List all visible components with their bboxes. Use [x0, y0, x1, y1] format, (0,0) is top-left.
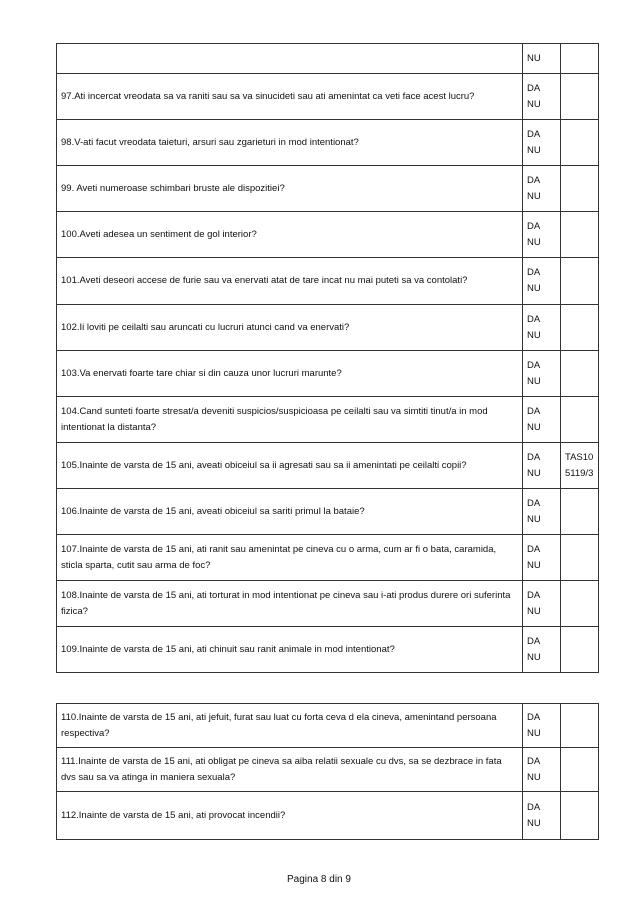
- answer-option-nu[interactable]: NU: [527, 605, 541, 617]
- question-cell: 106.Inainte de varsta de 15 ani, aveati obiceiul sa sariti primul la bataie?: [57, 489, 523, 535]
- answer-option-nu[interactable]: NU: [527, 771, 541, 783]
- answer-cell[interactable]: [523, 212, 561, 258]
- code-cell: [561, 305, 599, 351]
- answer-cell[interactable]: [523, 305, 561, 351]
- answer-cell[interactable]: [523, 535, 561, 581]
- table-row: [57, 258, 599, 305]
- question-cell: 97.Ati incercat vreodata sa va raniti sau sa va sinucideti sau ati amenintat ca veti face acest lucru?: [57, 74, 523, 120]
- answer-option-da[interactable]: DA: [527, 359, 541, 371]
- answer-cell[interactable]: [523, 704, 561, 748]
- code-cell: [561, 535, 599, 581]
- code-cell: [561, 212, 599, 258]
- answer-option-da[interactable]: DA: [527, 267, 541, 278]
- answer-option-da[interactable]: DA: [527, 451, 541, 463]
- table-row: [57, 792, 599, 840]
- table-row: [57, 748, 599, 792]
- answer-option-nu[interactable]: NU: [527, 144, 541, 156]
- answer-option-da[interactable]: DA: [527, 589, 541, 601]
- question-cell: 98.V-ati facut vreodata taieturi, arsuri sau zgarieturi in mod intentionat?: [57, 120, 523, 166]
- answer-option-da[interactable]: DA: [527, 174, 541, 186]
- answer-option-nu[interactable]: NU: [527, 559, 541, 571]
- question-cell: 111.Inainte de varsta de 15 ani, ati obligat pe cineva sa aiba relatii sexuale cu dvs, sa se dezbrace in fata dvs sau sa va atinga in maniera sexuala?: [57, 748, 523, 792]
- answer-option-da[interactable]: DA: [527, 635, 541, 647]
- answer-option-nu[interactable]: NU: [527, 190, 541, 202]
- table-row: [57, 704, 599, 748]
- answer-option-da[interactable]: DA: [527, 801, 541, 813]
- answer-option-nu[interactable]: NU: [527, 52, 541, 64]
- table-row: [57, 212, 599, 258]
- answer-cell[interactable]: [523, 120, 561, 166]
- table-row: [57, 535, 599, 581]
- answer-option-nu[interactable]: NU: [527, 283, 541, 294]
- question-cell: 104.Cand sunteti foarte stresat/a deveniti suspicios/suspicioasa pe ceilalti sau va simtiti tinut/a in mod intentionat la distanta?: [57, 397, 523, 443]
- answer-option-da[interactable]: DA: [527, 313, 541, 325]
- table-row: [57, 44, 599, 74]
- questionnaire-table-1: [56, 43, 599, 673]
- answer-option-nu[interactable]: NU: [527, 467, 541, 479]
- answer-cell[interactable]: [523, 581, 561, 627]
- question-cell: 112.Inainte de varsta de 15 ani, ati provocat incendii?: [57, 792, 523, 840]
- code-cell: [561, 351, 599, 397]
- question-cell: 100.Aveti adesea un sentiment de gol interior?: [57, 212, 523, 258]
- answer-cell[interactable]: [523, 748, 561, 792]
- answer-option-da[interactable]: DA: [527, 128, 541, 140]
- answer-option-da[interactable]: DA: [527, 497, 541, 509]
- question-cell: [57, 44, 523, 74]
- code-cell: [561, 748, 599, 792]
- question-cell: 99. Aveti numeroase schimbari bruste ale dispozitiei?: [57, 166, 523, 212]
- question-cell: 103.Va enervati foarte tare chiar si din cauza unor lucruri marunte?: [57, 351, 523, 397]
- answer-cell[interactable]: [523, 44, 561, 74]
- answer-option-nu[interactable]: NU: [527, 375, 541, 387]
- answer-option-nu[interactable]: NU: [527, 329, 541, 341]
- code-cell: [561, 489, 599, 535]
- answer-option-da[interactable]: DA: [527, 82, 541, 94]
- table-row: [57, 74, 599, 120]
- code-cell: [561, 258, 599, 305]
- answer-option-nu[interactable]: NU: [527, 651, 541, 663]
- answer-cell[interactable]: [523, 166, 561, 212]
- answer-option-nu[interactable]: NU: [527, 817, 541, 829]
- answer-cell[interactable]: [523, 627, 561, 673]
- answer-cell[interactable]: [523, 443, 561, 489]
- page-number-footer: Pagina 8 din 9: [287, 874, 351, 885]
- answer-cell[interactable]: [523, 258, 561, 305]
- answer-option-da[interactable]: DA: [527, 405, 541, 417]
- question-cell: 108.Inainte de varsta de 15 ani, ati torturat in mod intentionat pe cineva sau i-ati produs durere ori suferinta fizica?: [57, 581, 523, 627]
- answer-cell[interactable]: [523, 74, 561, 120]
- answer-cell[interactable]: [523, 489, 561, 535]
- table-row: [57, 397, 599, 443]
- table-row: [57, 120, 599, 166]
- code-cell: [561, 704, 599, 748]
- table-row: [57, 443, 599, 489]
- question-cell: 107.Inainte de varsta de 15 ani, ati ranit sau amenintat pe cineva cu o arma, cum ar fi o bata, caramida, sticla sparta, cutit sau arma de foc?: [57, 535, 523, 581]
- answer-option-da[interactable]: DA: [527, 220, 541, 232]
- answer-option-nu[interactable]: NU: [527, 98, 541, 110]
- answer-option-da[interactable]: DA: [527, 543, 541, 555]
- answer-cell[interactable]: [523, 792, 561, 840]
- code-cell: [561, 74, 599, 120]
- question-cell: 110.Inainte de varsta de 15 ani, ati jefuit, furat sau luat cu forta ceva d ela cineva, amenintand persoana respectiva?: [57, 704, 523, 748]
- question-cell: 101.Aveti deseori accese de furie sau va enervati atat de tare incat nu mai puteti sa va contolati?: [57, 258, 523, 305]
- question-cell: 105.Inainte de varsta de 15 ani, aveati obiceiul sa ii agresati sau sa ii amenintati pe ceilalti copii?: [57, 443, 523, 489]
- code-cell: [561, 166, 599, 212]
- answer-option-nu[interactable]: NU: [527, 421, 541, 433]
- code-cell: [561, 581, 599, 627]
- table-row: [57, 305, 599, 351]
- question-cell: 102.Ii loviti pe ceilalti sau aruncati cu lucruri atunci cand va enervati?: [57, 305, 523, 351]
- answer-option-da[interactable]: DA: [527, 755, 541, 767]
- code-cell: TAS10 5119/3: [561, 443, 599, 489]
- answer-option-da[interactable]: DA: [527, 711, 541, 723]
- questionnaire-table-2: [56, 703, 599, 840]
- answer-option-nu[interactable]: NU: [527, 236, 541, 248]
- code-cell: [561, 120, 599, 166]
- code-cell: [561, 44, 599, 74]
- code-cell: [561, 792, 599, 840]
- answer-cell[interactable]: [523, 351, 561, 397]
- table-row: [57, 581, 599, 627]
- code-cell: [561, 397, 599, 443]
- table-row: [57, 627, 599, 673]
- code-cell: [561, 627, 599, 673]
- answer-cell[interactable]: [523, 397, 561, 443]
- answer-option-nu[interactable]: NU: [527, 727, 541, 739]
- question-cell: 109.Inainte de varsta de 15 ani, ati chinuit sau ranit animale in mod intentionat?: [57, 627, 523, 673]
- answer-option-nu[interactable]: NU: [527, 513, 541, 525]
- table-row: [57, 489, 599, 535]
- table-row: [57, 351, 599, 397]
- table-row: [57, 166, 599, 212]
